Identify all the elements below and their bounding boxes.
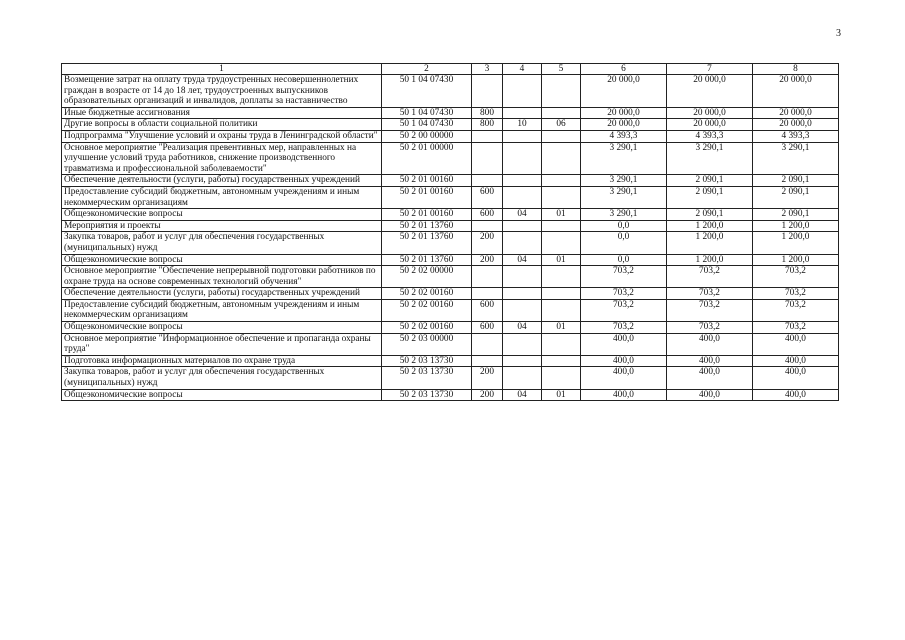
subsection-cell xyxy=(542,367,581,389)
subsection-cell xyxy=(542,186,581,208)
table-row xyxy=(62,367,839,389)
row-name-cell: Обеспечение деятельности (услуги, работы) государственных учреждений xyxy=(62,175,382,187)
column-header-6: 6 xyxy=(581,64,667,75)
section-cell xyxy=(503,130,542,142)
section-cell xyxy=(503,75,542,108)
column-header-row xyxy=(62,64,839,75)
amount-col7-cell: 703,2 xyxy=(667,288,753,300)
expense-type-cell xyxy=(472,355,503,367)
row-name-cell: Общеэкономические вопросы xyxy=(62,322,382,334)
amount-col7-cell: 1 200,0 xyxy=(667,232,753,254)
row-name-cell: Общеэкономические вопросы xyxy=(62,209,382,221)
table-row xyxy=(62,333,839,355)
amount-col6-cell: 703,2 xyxy=(581,288,667,300)
subsection-cell: 01 xyxy=(542,389,581,401)
table-row xyxy=(62,186,839,208)
row-name-cell: Возмещение затрат на оплату труда трудоустренных несовершеннолетних граждан в возрасте от 14 до 18 лет, трудоустроенных выпускников образовательных организаций и инвалидов, доплаты за наставничество xyxy=(62,75,382,108)
amount-col7-cell: 400,0 xyxy=(667,355,753,367)
expense-type-cell: 800 xyxy=(472,107,503,119)
expense-type-cell: 200 xyxy=(472,254,503,266)
amount-col7-cell: 20 000,0 xyxy=(667,75,753,108)
table-row xyxy=(62,107,839,119)
section-cell xyxy=(503,186,542,208)
section-cell: 04 xyxy=(503,209,542,221)
target-code-cell: 50 2 01 00160 xyxy=(382,175,472,187)
subsection-cell: 01 xyxy=(542,322,581,334)
row-name-cell: Общеэкономические вопросы xyxy=(62,254,382,266)
amount-col7-cell: 1 200,0 xyxy=(667,220,753,232)
table-row xyxy=(62,266,839,288)
expense-type-cell xyxy=(472,142,503,175)
column-header-7: 7 xyxy=(667,64,753,75)
amount-col7-cell: 1 200,0 xyxy=(667,254,753,266)
section-cell xyxy=(503,333,542,355)
table-row xyxy=(62,75,839,108)
page-number: 3 xyxy=(836,28,841,39)
row-name-cell: Мероприятия и проекты xyxy=(62,220,382,232)
target-code-cell: 50 2 01 00000 xyxy=(382,142,472,175)
section-cell xyxy=(503,299,542,321)
row-name-cell: Обеспечение деятельности (услуги, работы) государственных учреждений xyxy=(62,288,382,300)
amount-col7-cell: 20 000,0 xyxy=(667,119,753,131)
expense-type-cell: 200 xyxy=(472,389,503,401)
expense-type-cell xyxy=(472,333,503,355)
row-name-cell: Основное мероприятие "Реализация превентивных мер, направленных на улучшение условий труда работников, снижение производственного травматизма и профессиональной заболеваемости" xyxy=(62,142,382,175)
table-row xyxy=(62,232,839,254)
table-row xyxy=(62,254,839,266)
expense-type-cell: 200 xyxy=(472,367,503,389)
expense-type-cell xyxy=(472,266,503,288)
target-code-cell: 50 2 02 00160 xyxy=(382,288,472,300)
subsection-cell xyxy=(542,75,581,108)
table-row xyxy=(62,209,839,221)
amount-col8-cell: 400,0 xyxy=(753,367,839,389)
amount-col8-cell: 3 290,1 xyxy=(753,142,839,175)
table-row xyxy=(62,119,839,131)
expense-type-cell: 600 xyxy=(472,209,503,221)
budget-table xyxy=(61,63,839,401)
column-header-8: 8 xyxy=(753,64,839,75)
subsection-cell xyxy=(542,175,581,187)
amount-col8-cell: 703,2 xyxy=(753,266,839,288)
amount-col6-cell: 400,0 xyxy=(581,367,667,389)
target-code-cell: 50 1 04 07430 xyxy=(382,75,472,108)
subsection-cell xyxy=(542,333,581,355)
section-cell xyxy=(503,266,542,288)
table-row xyxy=(62,142,839,175)
amount-col7-cell: 3 290,1 xyxy=(667,142,753,175)
amount-col6-cell: 703,2 xyxy=(581,299,667,321)
table-body xyxy=(62,75,839,401)
row-name-cell: Закупка товаров, работ и услуг для обеспечения государственных (муниципальных) нужд xyxy=(62,367,382,389)
section-cell xyxy=(503,220,542,232)
target-code-cell: 50 2 01 13760 xyxy=(382,254,472,266)
subsection-cell xyxy=(542,288,581,300)
amount-col8-cell: 2 090,1 xyxy=(753,186,839,208)
subsection-cell xyxy=(542,299,581,321)
row-name-cell: Подготовка информационных материалов по охране труда xyxy=(62,355,382,367)
amount-col8-cell: 1 200,0 xyxy=(753,254,839,266)
subsection-cell xyxy=(542,130,581,142)
target-code-cell: 50 2 03 13730 xyxy=(382,367,472,389)
section-cell: 04 xyxy=(503,389,542,401)
amount-col7-cell: 2 090,1 xyxy=(667,209,753,221)
target-code-cell: 50 2 01 13760 xyxy=(382,232,472,254)
amount-col7-cell: 2 090,1 xyxy=(667,186,753,208)
target-code-cell: 50 2 02 00160 xyxy=(382,299,472,321)
expense-type-cell xyxy=(472,75,503,108)
row-name-cell: Иные бюджетные ассигнования xyxy=(62,107,382,119)
section-cell xyxy=(503,367,542,389)
column-header-4: 4 xyxy=(503,64,542,75)
table-row xyxy=(62,220,839,232)
amount-col6-cell: 0,0 xyxy=(581,220,667,232)
amount-col6-cell: 400,0 xyxy=(581,333,667,355)
subsection-cell xyxy=(542,107,581,119)
table-row xyxy=(62,288,839,300)
amount-col8-cell: 400,0 xyxy=(753,355,839,367)
row-name-cell: Предоставление субсидий бюджетным, автономным учреждениям и иным некоммерческим организациям xyxy=(62,299,382,321)
expense-type-cell: 600 xyxy=(472,322,503,334)
table-row xyxy=(62,130,839,142)
amount-col7-cell: 703,2 xyxy=(667,266,753,288)
expense-type-cell: 800 xyxy=(472,119,503,131)
amount-col8-cell: 2 090,1 xyxy=(753,175,839,187)
amount-col6-cell: 3 290,1 xyxy=(581,209,667,221)
expense-type-cell: 600 xyxy=(472,299,503,321)
subsection-cell: 01 xyxy=(542,254,581,266)
target-code-cell: 50 2 00 00000 xyxy=(382,130,472,142)
row-name-cell: Предоставление субсидий бюджетным, автономным учреждениям и иным некоммерческим организациям xyxy=(62,186,382,208)
target-code-cell: 50 2 03 13730 xyxy=(382,389,472,401)
column-header-3: 3 xyxy=(472,64,503,75)
target-code-cell: 50 2 03 00000 xyxy=(382,333,472,355)
row-name-cell: Другие вопросы в области социальной политики xyxy=(62,119,382,131)
amount-col7-cell: 4 393,3 xyxy=(667,130,753,142)
amount-col6-cell: 3 290,1 xyxy=(581,175,667,187)
expense-type-cell xyxy=(472,288,503,300)
amount-col7-cell: 400,0 xyxy=(667,389,753,401)
amount-col7-cell: 703,2 xyxy=(667,299,753,321)
amount-col8-cell: 1 200,0 xyxy=(753,232,839,254)
amount-col6-cell: 0,0 xyxy=(581,232,667,254)
amount-col6-cell: 703,2 xyxy=(581,266,667,288)
table-row xyxy=(62,389,839,401)
section-cell xyxy=(503,175,542,187)
expense-type-cell xyxy=(472,175,503,187)
amount-col8-cell: 1 200,0 xyxy=(753,220,839,232)
amount-col7-cell: 703,2 xyxy=(667,322,753,334)
table-row xyxy=(62,175,839,187)
amount-col7-cell: 400,0 xyxy=(667,333,753,355)
amount-col6-cell: 400,0 xyxy=(581,389,667,401)
target-code-cell: 50 1 04 07430 xyxy=(382,119,472,131)
table-row xyxy=(62,355,839,367)
amount-col7-cell: 2 090,1 xyxy=(667,175,753,187)
section-cell xyxy=(503,107,542,119)
amount-col8-cell: 20 000,0 xyxy=(753,75,839,108)
section-cell: 04 xyxy=(503,322,542,334)
target-code-cell: 50 2 01 13760 xyxy=(382,220,472,232)
amount-col7-cell: 400,0 xyxy=(667,367,753,389)
column-header-5: 5 xyxy=(542,64,581,75)
row-name-cell: Общеэкономические вопросы xyxy=(62,389,382,401)
subsection-cell: 01 xyxy=(542,209,581,221)
target-code-cell: 50 1 04 07430 xyxy=(382,107,472,119)
amount-col8-cell: 2 090,1 xyxy=(753,209,839,221)
target-code-cell: 50 2 02 00160 xyxy=(382,322,472,334)
amount-col6-cell: 20 000,0 xyxy=(581,107,667,119)
amount-col6-cell: 20 000,0 xyxy=(581,119,667,131)
table-row xyxy=(62,299,839,321)
amount-col8-cell: 703,2 xyxy=(753,288,839,300)
amount-col8-cell: 4 393,3 xyxy=(753,130,839,142)
amount-col6-cell: 3 290,1 xyxy=(581,142,667,175)
column-header-2: 2 xyxy=(382,64,472,75)
amount-col6-cell: 703,2 xyxy=(581,322,667,334)
expense-type-cell: 600 xyxy=(472,186,503,208)
amount-col8-cell: 400,0 xyxy=(753,333,839,355)
amount-col8-cell: 703,2 xyxy=(753,299,839,321)
row-name-cell: Основное мероприятие "Информационное обеспечение и пропаганда охраны труда" xyxy=(62,333,382,355)
amount-col8-cell: 20 000,0 xyxy=(753,107,839,119)
subsection-cell xyxy=(542,220,581,232)
subsection-cell xyxy=(542,355,581,367)
target-code-cell: 50 2 03 13730 xyxy=(382,355,472,367)
amount-col8-cell: 400,0 xyxy=(753,389,839,401)
amount-col6-cell: 3 290,1 xyxy=(581,186,667,208)
row-name-cell: Подпрограмма "Улучшение условий и охраны труда в Ленинградской области" xyxy=(62,130,382,142)
subsection-cell xyxy=(542,142,581,175)
amount-col8-cell: 703,2 xyxy=(753,322,839,334)
subsection-cell xyxy=(542,232,581,254)
section-cell xyxy=(503,288,542,300)
expense-type-cell xyxy=(472,220,503,232)
target-code-cell: 50 2 01 00160 xyxy=(382,209,472,221)
expense-type-cell: 200 xyxy=(472,232,503,254)
amount-col6-cell: 400,0 xyxy=(581,355,667,367)
subsection-cell: 06 xyxy=(542,119,581,131)
amount-col6-cell: 20 000,0 xyxy=(581,75,667,108)
amount-col7-cell: 20 000,0 xyxy=(667,107,753,119)
section-cell: 04 xyxy=(503,254,542,266)
row-name-cell: Основное мероприятие "Обеспечение непрерывной подготовки работников по охране труда на основе современных технологий обучения" xyxy=(62,266,382,288)
table-row xyxy=(62,322,839,334)
target-code-cell: 50 2 01 00160 xyxy=(382,186,472,208)
amount-col6-cell: 4 393,3 xyxy=(581,130,667,142)
column-header-1: 1 xyxy=(62,64,382,75)
row-name-cell: Закупка товаров, работ и услуг для обеспечения государственных (муниципальных) нужд xyxy=(62,232,382,254)
amount-col6-cell: 0,0 xyxy=(581,254,667,266)
section-cell xyxy=(503,232,542,254)
amount-col8-cell: 20 000,0 xyxy=(753,119,839,131)
expense-type-cell xyxy=(472,130,503,142)
subsection-cell xyxy=(542,266,581,288)
target-code-cell: 50 2 02 00000 xyxy=(382,266,472,288)
section-cell: 10 xyxy=(503,119,542,131)
section-cell xyxy=(503,142,542,175)
section-cell xyxy=(503,355,542,367)
